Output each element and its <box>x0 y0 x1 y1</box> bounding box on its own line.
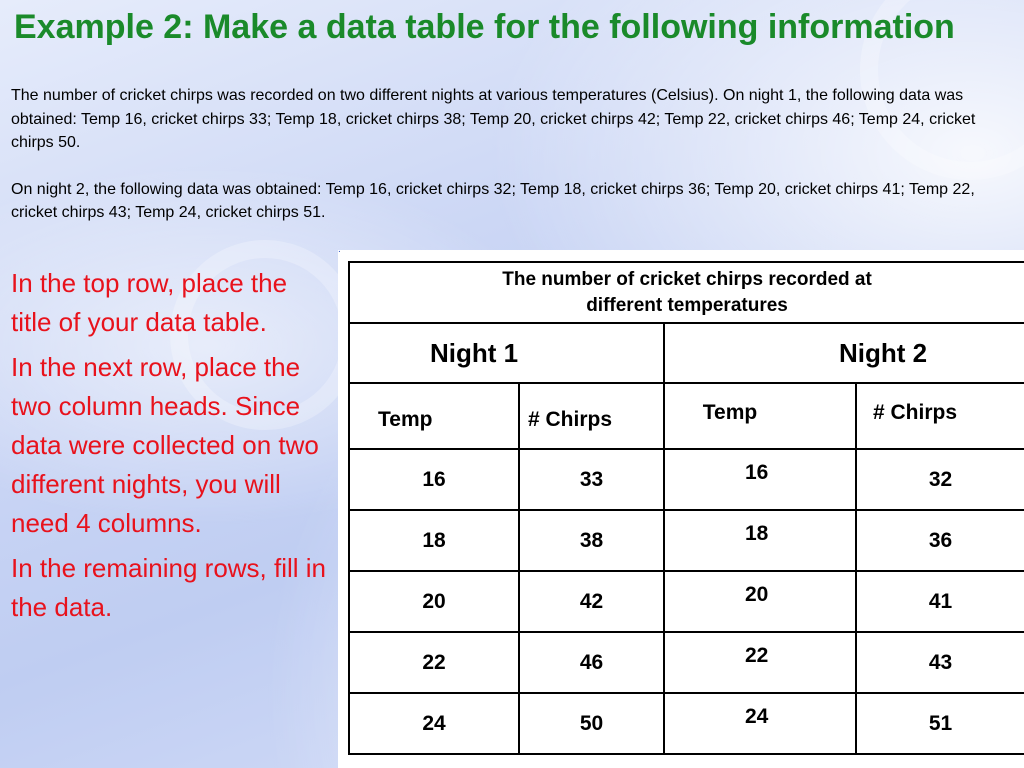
night1-chirps-cell: 33 <box>519 449 664 510</box>
night2-temp-cell: 16 <box>664 449 856 510</box>
night2-temp-cell: 18 <box>664 510 856 571</box>
slide-title-text: Make a data table for the following information <box>202 8 955 46</box>
instructions <box>11 264 333 633</box>
night1-chirps-cell: 50 <box>519 693 664 754</box>
table-row <box>349 510 1024 571</box>
table-row <box>349 632 1024 693</box>
instruction-remaining-rows: In the remaining rows, fill in the data. <box>11 553 327 622</box>
night2-header: Night 2 <box>664 323 1024 383</box>
table-title-line2: different temperatures <box>586 294 788 316</box>
night2-temp-header: Temp <box>664 383 856 449</box>
cricket-data-table <box>348 261 1024 755</box>
instruction-column-heads: In the next row, place the two column heads. Since data were collected on two different nights, you will need 4 columns. <box>11 352 319 538</box>
night2-chirps-cell: 36 <box>856 510 1024 571</box>
slide-title-prefix: Example 2: <box>14 8 194 46</box>
night2-temp-cell: 20 <box>664 571 856 632</box>
table-row <box>349 571 1024 632</box>
problem-description <box>11 84 1011 248</box>
stray-mark: . <box>338 244 341 255</box>
night2-chirps-header: # Chirps <box>856 383 1024 449</box>
night2-temp-cell: 22 <box>664 632 856 693</box>
table-title-line1: The number of cricket chirps recorded at <box>502 268 872 290</box>
night2-chirps-cell: 32 <box>856 449 1024 510</box>
night1-chirps-cell: 46 <box>519 632 664 693</box>
night2-description: On night 2, the following data was obtained: Temp 16, cricket chirps 32; Temp 18, cricket chirps 36; Temp 20, cricket chirps 41; Temp 22, cricket chirps 43; Temp 24, cricket chirps 51. <box>11 180 975 221</box>
night1-temp-cell: 16 <box>349 449 519 510</box>
night1-temp-header: Temp <box>349 383 519 449</box>
instruction-title-row: In the top row, place the title of your data table. <box>11 268 288 337</box>
slide-title <box>14 8 1019 47</box>
table-row <box>349 449 1024 510</box>
night1-temp-cell: 20 <box>349 571 519 632</box>
table-title <box>349 262 1024 323</box>
night2-chirps-cell: 43 <box>856 632 1024 693</box>
night2-chirps-cell: 51 <box>856 693 1024 754</box>
column-header-row <box>349 383 1024 449</box>
table-row <box>349 693 1024 754</box>
night1-temp-cell: 18 <box>349 510 519 571</box>
night2-chirps-cell: 41 <box>856 571 1024 632</box>
night1-chirps-cell: 42 <box>519 571 664 632</box>
table-title-row <box>349 262 1024 323</box>
night1-description: The number of cricket chirps was recorded on two different nights at various temperatures (Celsius). On night 1, the following data was obtained: Temp 16, cricket chirps 33; Temp 18, cricket chirps 38; Temp 20, cricket chirps 42; Temp 22, cricket chirps 46; Temp 24, cricket chirps 50. <box>11 87 976 151</box>
night1-temp-cell: 24 <box>349 693 519 754</box>
night1-header: Night 1 <box>349 323 664 383</box>
night1-chirps-header: # Chirps <box>519 383 664 449</box>
night1-temp-cell: 22 <box>349 632 519 693</box>
night2-temp-cell: 24 <box>664 693 856 754</box>
night-header-row <box>349 323 1024 383</box>
night1-chirps-cell: 38 <box>519 510 664 571</box>
